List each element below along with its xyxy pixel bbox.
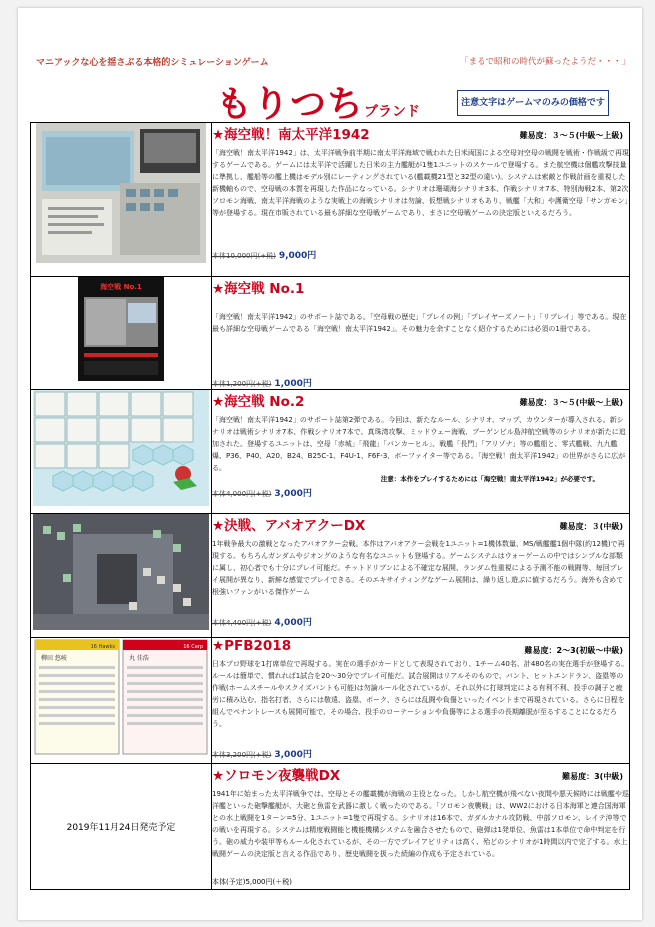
sale-price: 1,000円 — [274, 379, 312, 389]
table-row — [31, 638, 630, 764]
product-title: ★決戦、アバオアクーDX — [212, 518, 366, 534]
difficulty-label: 難易度：３～５(中級～上級) — [519, 131, 623, 140]
brand-main: もりつち — [216, 84, 365, 125]
sale-price: 3,000円 — [274, 750, 312, 760]
brand-sub: ブランド — [364, 104, 421, 120]
product-title: ★PFB2018 — [212, 638, 292, 654]
tagline: マニアックな心を揺さぶる本格的シミュレーションゲーム — [36, 58, 269, 68]
product-description: 「海空戦！南太平洋1942」は、太平洋戦争前半期に南太平洋海域で戦われた日米両国による空母対空母の戦闘を戦術・作戦級で再現するゲームである。ゲームには太平洋で活躍した日米の主力艦艇が1隻1ユニットのスケールで登場する。また航空機は個艦攻撃技量に準拠し、艦船等の艦上機はモデル別にレーティングされている(艦載機21型と32型の違い)。システムは索敵と作戦計画を重視した新機軸もので、空母戦の本質を再現した作品になっている。シナリオは珊瑚海シナリオ3本、作戦シナリオ7本、特別海戦2本、第2次ソロモン海戦、南太平洋海戦のような実戦上の海戦シナリオは勿論、仮想戦シナリオもあり、戦艦「大和」や護衛空母「サンガモン」等が登場する。現在市販されている最も詳細な空母戦ゲームであり、まさに空母戦ゲームの決定版といえるだろう。 — [212, 149, 629, 217]
old-price: 本体1,200円(+税) — [212, 380, 272, 388]
product-description: 1941年に始まった太平洋戦争では、空母とその艦載機が海戦の主役となった。しかし航空機が飛べない夜間や悪天候時には戦艦や巡洋艦といった砲撃艦艇が、大砲と魚雷を武器に激しく戦ったのである。「ソロモン夜襲戦」は、WW2における日本海軍と連合国海軍との水上戦闘を1ターン=5分、1ユニット=1隻で再現する。シナリオは16本で、ガダルカナル攻防戦、中部ソロモン、レイテ沖等での戦いを再現する。システムは精度戦闘能と機能機構システムを融合させたもので、砲弾は1発単位、魚雷は1本単位で命中判定を行う。砲の威力や装甲等もルール化されているが、その一方でプレイアビリティは高く、殆どのシナリオが1時間以内で完了する。水上戦闘ゲームの決定版と言える作品であり、歴史戦闘を扱った続編の作成も予定されている。 — [212, 790, 629, 858]
card-team-2: 16 Carp — [183, 644, 203, 650]
difficulty-label: 難易度：3(中級) — [562, 772, 623, 781]
old-price: 本体10,000円(+税) — [212, 252, 276, 260]
product-title: ★海空戦 No.2 — [212, 394, 305, 410]
game-box-photo — [36, 123, 206, 263]
catalog-page — [18, 8, 642, 920]
price-line — [212, 615, 629, 628]
product-description: 「海空戦！南太平洋1942」のサポート誌第2弾である。今回は、新たなルール、シナリオ、マップ、カウンターが導入される。新シナリオは戦術シナリオ7本、作戦シナリオ7本で、真珠湾攻撃、ミッドウェー海戦、ブーゲンビル島沖航空戦等のシナリオが新たに追加された。登場するユニットは、空母「赤城」「飛龍」「バンカーヒル」、戦艦「長門」「アリゾナ」等の艦船と、零式艦戦、九九艦爆、P36、P40、A20、B24、B25C-1、F4U-1、F6F-3、ボーファイター等である。「海空戦！南太平洋1942」の世界がさらに広がる。 — [212, 416, 626, 472]
table-row — [31, 390, 630, 514]
product-info-cell — [212, 123, 630, 277]
release-date: 2019年11月24日発売予定 — [31, 764, 212, 890]
product-table — [30, 122, 630, 890]
product-title: ★ソロモン夜襲戦DX — [212, 768, 341, 784]
tagline-quote: 「まるで昭和の時代が蘇ったようだ・・・」 — [460, 57, 630, 67]
price-line — [212, 747, 629, 760]
cover-title: 海空戦 No.1 — [100, 283, 142, 291]
product-image-cell — [31, 514, 212, 638]
sale-price: 9,000円 — [278, 251, 317, 261]
product-description: 「海空戦！南太平洋1942」のサポート誌である。「空母戦の歴史」「プレイの例」「プレイヤーズノート」「リプレイ」等である。現在最も詳細な空母戦ゲームである「海空戦！南太平洋1942」。その魅力を余すことなく紹介するためには必須の1冊である。 — [212, 313, 627, 333]
card-player-1: 柳田 悠岐 — [41, 655, 67, 662]
price-line — [212, 877, 629, 887]
card-player-2: 丸 佳浩 — [129, 655, 149, 662]
difficulty-label: 難易度：３～５(中級～上級) — [519, 398, 623, 407]
difficulty-label: 難易度：2～3(初級～中級) — [524, 646, 623, 655]
table-row — [31, 514, 630, 638]
table-row — [31, 123, 630, 277]
brand-logo — [216, 76, 420, 127]
hex-map-photo — [33, 514, 209, 630]
product-info-cell — [212, 390, 630, 514]
requirement-note: 注意：本作をプレイするためには「海空戦！南太平洋1942」が必要です。 — [380, 475, 599, 483]
sale-price: 4,000円 — [274, 618, 312, 628]
product-info-cell — [212, 277, 630, 390]
old-price: 本体3,200円(+税) — [212, 751, 272, 759]
card-team-1: 16 Hawks — [90, 644, 115, 650]
product-description: 1年戦争最大の激戦となったアバオアクー会戦。本作はアバオアクー会戦を1ユニット=1機体数量、MS/戦艦艦1個中隊(約12機)で再現する。もちろんガンダムやジオングのような有名なユニットも登場する。ゲームシステムはウォーゲームの中ではシンプルな部類に属し、初心者でも十分にプレイ可能だ。チットドリブンによる不確定な展開、ランダム性重視による予測不能の戦闘等、毎回プレイ展開が異なり、新鮮な感覚でプレイできる。そのエキサイティングなゲーム展開は、繰り返し遊ぶに値するだろう。海外も含めて根強いファンがいる傑作ゲーム — [212, 540, 625, 596]
product-title: ★海空戦！南太平洋1942 — [212, 127, 370, 143]
sale-price: 3,000円 — [274, 489, 312, 499]
table-row — [31, 277, 630, 390]
product-image-cell — [31, 123, 212, 277]
product-description: 日本プロ野球を1打席単位で再現する。実在の選手がカードとして表現されており、1チーム40名、計480名の実在選手が登場する。ルールは簡単で、慣れれば1試合を20～30分でプレイ可能だ。試合展開はリアルそのもので、バント、ヒットエンドラン、盗塁等の作戦(ホームスチールやスクイズバントも可能)は勿論ルール化されているが、それ以外に打球判定による有利不利、投手の調子と疲労に積み込む、指名打者、さらには敬遠、盗塁、ボーク、さらには乱闘や負傷といったイベントまで再現されている。さらに日程を組んでペナントレースも展開可能で、その場合、投手のローテーションや負傷等による選手の長期離脱が至るすることになるだろう。 — [212, 660, 629, 728]
player-cards — [33, 638, 209, 756]
magazine-cover — [78, 277, 164, 381]
product-image-cell — [31, 390, 212, 514]
product-info-cell — [212, 764, 630, 890]
product-info-cell — [212, 514, 630, 638]
old-price: 本体4,000円(+税) — [212, 490, 272, 498]
product-info-cell — [212, 638, 630, 764]
counter-sheet-map — [33, 390, 209, 506]
price-notice-box: 注意文字はゲームマのみの価格です — [457, 90, 609, 116]
product-image-cell — [31, 277, 212, 390]
product-title: ★海空戦 No.1 — [212, 281, 305, 297]
product-image-cell — [31, 638, 212, 764]
price-line — [212, 376, 629, 389]
old-price: 本体4,400円(+税) — [212, 619, 272, 627]
difficulty-label: 難易度：３(中級) — [559, 522, 623, 531]
price-line — [212, 248, 629, 261]
price-line — [212, 486, 629, 499]
planned-price: 本体(予定)5,000円(＋税) — [212, 878, 292, 886]
table-row — [31, 764, 630, 890]
